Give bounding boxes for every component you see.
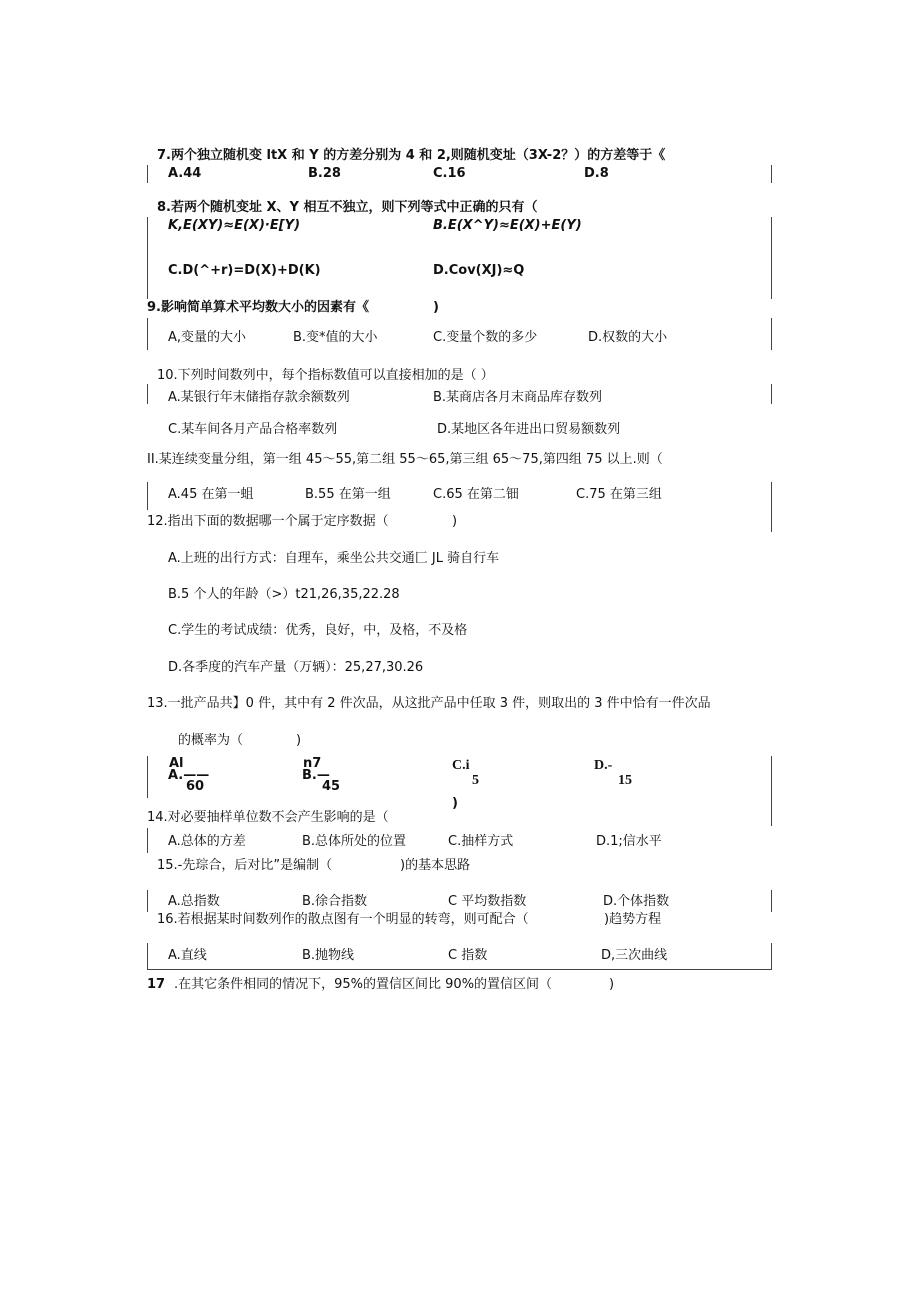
q15-option-c[interactable]: C 平均数指数	[448, 894, 527, 909]
q12-paren: )	[452, 514, 458, 529]
q13-option-c[interactable]: C.i	[452, 758, 470, 773]
q8-option-d[interactable]: D.Cov(XJ)≈Q	[433, 263, 525, 278]
q12-stem: 12.指出下面的数据哪一个属于定序数据（	[147, 514, 389, 529]
q9-option-c[interactable]: C.变量个数的多少	[433, 330, 538, 345]
q12-option-b[interactable]: B.5 个人的年龄（>）t21,26,35,22.28	[168, 587, 400, 602]
q10-option-d[interactable]: D.某地区各年进出口贸易额数列	[437, 422, 621, 437]
q13-option-b-denominator: 45	[322, 779, 341, 794]
border-line	[771, 482, 772, 532]
q15-option-b[interactable]: B.徐合指数	[302, 894, 368, 909]
q17-stem: .在其它条件相同的情况下，95%的置信区间比 90%的置信区间（	[174, 977, 553, 992]
q13-option-b[interactable]: B.—	[302, 768, 330, 783]
q11-option-b[interactable]: B.55 在第一组	[305, 487, 391, 502]
q15-option-d[interactable]: D.个体指数	[603, 894, 670, 909]
q15-stem-end: )的基本思路	[400, 858, 471, 873]
q10-option-a[interactable]: A.某银行年末储指存款余额数列	[168, 390, 350, 405]
q13-stem-continued: 的概率为（	[178, 733, 244, 748]
q11-option-c[interactable]: C.65 在第二钿	[433, 487, 519, 502]
q12-option-d[interactable]: D.各季度的汽车产量（万辆）：25,27,30.26	[168, 660, 424, 675]
q14-option-d[interactable]: D.1;信水平	[596, 834, 662, 849]
border-line	[771, 756, 772, 826]
q13-option-a-denominator: 60	[186, 779, 205, 794]
border-line	[147, 384, 148, 404]
q11-option-a[interactable]: A.45 在第一蛆	[168, 487, 254, 502]
q13-option-d[interactable]: D.-	[594, 758, 613, 773]
border-line	[771, 318, 772, 350]
border-line	[147, 969, 772, 970]
border-line	[147, 217, 148, 299]
q12-option-c[interactable]: C.学生的考试成绩：优秀，良好，中，及格，不及格	[168, 623, 468, 638]
border-line	[147, 756, 148, 798]
q10-option-c[interactable]: C.某车间各月产品合格率数列	[168, 422, 338, 437]
q8-option-a[interactable]: K,E(XY)≈E(X)·E[Y)	[168, 218, 301, 233]
q16-option-b[interactable]: B.抛物线	[302, 948, 355, 963]
q16-option-c[interactable]: C 指数	[448, 948, 488, 963]
border-line	[771, 217, 772, 299]
border-line	[147, 890, 148, 912]
q13-paren: )	[296, 733, 302, 748]
q16-option-d[interactable]: D,三次曲线	[601, 948, 668, 963]
q13-option-d-denominator: 15	[618, 773, 632, 788]
q13-option-a[interactable]: A.——	[168, 768, 210, 783]
q17-paren: )	[609, 977, 615, 992]
q7-option-c[interactable]: C.16	[433, 166, 466, 181]
q8-option-b[interactable]: B.E(X^Y)≈E(X)+E(Y)	[433, 218, 582, 233]
q11-option-d[interactable]: C.75 在第三组	[576, 487, 662, 502]
q10-stem: 10.下列时间数列中，每个指标数值可以直接相加的是（ ）	[157, 368, 494, 383]
q10-option-b[interactable]: B.某商店各月末商品库存数列	[433, 390, 603, 405]
q9-paren: )	[433, 300, 439, 315]
q7-option-a[interactable]: A.44	[168, 166, 202, 181]
border-line	[771, 165, 772, 183]
q16-stem: 16.若根据某时间数列作的散点图有一个明显的转弯，则可配合（	[157, 912, 529, 927]
q8-option-c[interactable]: C.D(^+r)=D(X)+D(K)	[168, 263, 321, 278]
border-line	[147, 828, 148, 853]
q13-option-c-denominator: 5	[472, 773, 479, 788]
q8-stem: 8.若两个随机变址 X、Y 相互不独立，则下列等式中正确的只有（	[157, 200, 538, 215]
q13-option-a-numerator: Al	[169, 756, 184, 771]
border-line	[147, 943, 148, 969]
border-line	[771, 943, 772, 969]
q11-stem: II.某连续变量分组，第一组 45～55,第二组 55～65,第三组 65～75,第四组 75 以上.则（	[147, 452, 663, 467]
q9-option-b[interactable]: B.变*值的大小	[293, 330, 378, 345]
q12-option-a[interactable]: A.上班的出行方式：自理车，乘坐公共交通匚 JL 骑自行车	[168, 551, 500, 566]
q7-option-d[interactable]: D.8	[584, 166, 609, 181]
q14-stem: 14.对必要抽样单位数不会产生影响的是（	[147, 810, 389, 825]
q15-option-a[interactable]: A.总指数	[168, 894, 220, 909]
q9-stem: 9.影响简单算术平均数大小的因素有《	[147, 300, 369, 315]
q13-stem: 13.一批产品共】0 件，其中有 2 件次品，从这批产品中任取 3 件，则取出的 3 件中恰有一件次品	[147, 696, 711, 711]
q14-option-b[interactable]: B.总体所处的位置	[302, 834, 407, 849]
q15-stem: 15.-先琮合，后对比”是编制（	[157, 858, 333, 873]
border-line	[147, 482, 148, 510]
border-line	[147, 318, 148, 350]
q14-paren: )	[452, 796, 458, 811]
q14-option-c[interactable]: C.抽样方式	[448, 834, 514, 849]
q14-option-a[interactable]: A.总体的方差	[168, 834, 246, 849]
q7-stem: 7.两个独立随机变 ltX 和 Y 的方差分别为 4 和 2,则随机变址（3X-2？）的方差等于《	[157, 148, 666, 163]
q16-option-a[interactable]: A.直线	[168, 948, 207, 963]
border-line	[771, 384, 772, 404]
q9-option-a[interactable]: A,变量的大小	[168, 330, 247, 345]
q16-stem-end: )趋势方程	[604, 912, 662, 927]
border-line	[147, 165, 148, 183]
q17-number: 17	[147, 977, 166, 992]
border-line	[771, 890, 772, 912]
q7-option-b[interactable]: B.28	[308, 166, 341, 181]
q9-option-d[interactable]: D.权数的大小	[588, 330, 668, 345]
q13-option-b-numerator: n7	[303, 756, 322, 771]
